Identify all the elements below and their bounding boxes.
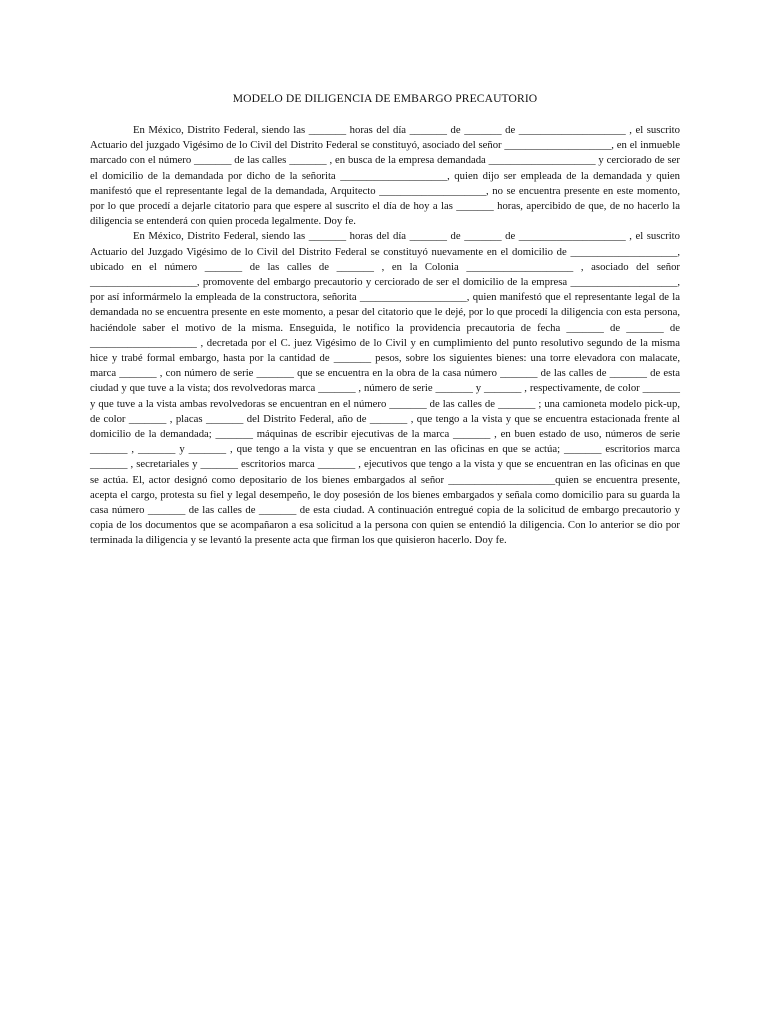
paragraph-embargo: En México, Distrito Federal, siendo las _______ horas del día _______ de _______ de ____________________ , el suscrito Actuario del Juzgado Vigésimo de lo Civil del Distrito Federal se constituyó nuevamente en el domicilio de ____________________, ubicado en el número _______ de las calles de _______ , en la Colonia ____________________ , asociado del señor ____________________, promovente del embargo precautorio y cerciorado de ser el domicilio de la empresa ____________________, por así informármelo la empleada de la constructora, señorita ____________________, quien manifestó que el representante legal de la demandada no se encuentra presente en este momento, a pesar del citatorio que le dejé, por lo que procedí la diligencia con esta persona, haciéndole saber el motivo de la misma. Enseguida, le notifico la providencia precautoria de fecha _______ de _______ de ____________________ , decretada por el C. juez Vigésimo de lo Civil y en cumplimiento del punto resolutivo segundo de la misma hice y trabé formal embargo, hasta por la cantidad de _______ pesos, sobre los siguientes bienes: una torre elevadora con malacate, marca _______ , con número de serie _______ que se encuentra en la obra de la casa número _______ de las calles de _______ de esta ciudad y que tuve a la vista; dos revolvedoras marca _______ , número de serie _______ y _______ , respectivamente, de color _______ y que tuve a la vista ambas revolvedoras se encuentran en el número _______ de las calles de _______ ; una camioneta modelo pick-up, de color _______ , placas _______ del Distrito Federal, año de _______ , que tengo a la vista y que se encuentra estacionada frente al domicilio de la demandada; _______ máquinas de escribir ejecutivas de la marca _______ , en buen estado de uso, números de serie _______ , _______ y _______ , que tengo a la vista y que se encuentran en las oficinas en que se actúa; _______ escritorios marca _______ , secretariales y _______ escritorios marca _______ , ejecutivos que tengo a la vista y que se encuentran en las oficinas en que se actúa. El, actor designó como depositario de los bienes embargados al señor ____________________quien se encuentra presente, acepta el cargo, protesta su fiel y legal desempeño, le doy posesión de los bienes embargados y señala como domicilio para su guarda la casa número _______ de las calles de _______ de esta ciudad. A continuación entregué copia de la solicitud de embargo precautorio y copia de los documentos que se acompañaron a esa solicitud a la persona con quien se entendió la diligencia. Con lo anterior se dio por terminada la diligencia y se levantó la presente acta que firman los que quisieron hacerlo. Doy fe. xyxy=(90,230,680,547)
paragraph-citatorio: En México, Distrito Federal, siendo las _______ horas del día _______ de _______ de ____________________ , el suscrito Actuario del juzgado Vigésimo de lo Civil del Distrito Federal se constituyó, asociado del señor ____________________, en el inmueble marcado con el número _______ de las calles _______ , en busca de la empresa demandada ____________________ y cerciorado de ser el domicilio de la demandada por dicho de la señorita ____________________, quien dijo ser empleada de la demandada y quien manifestó que el representante legal de la demandada, Arquitecto ____________________, no se encuentra presente en este momento, por lo que procedí a dejarle citatorio para que espere al suscrito el día de hoy a las _______ horas, apercibido de que, de no hacerlo la diligencia se entenderá con quien proceda legalmente. Doy fe. xyxy=(90,124,680,228)
document-title: MODELO DE DILIGENCIA DE EMBARGO PRECAUTORIO xyxy=(232,92,538,105)
